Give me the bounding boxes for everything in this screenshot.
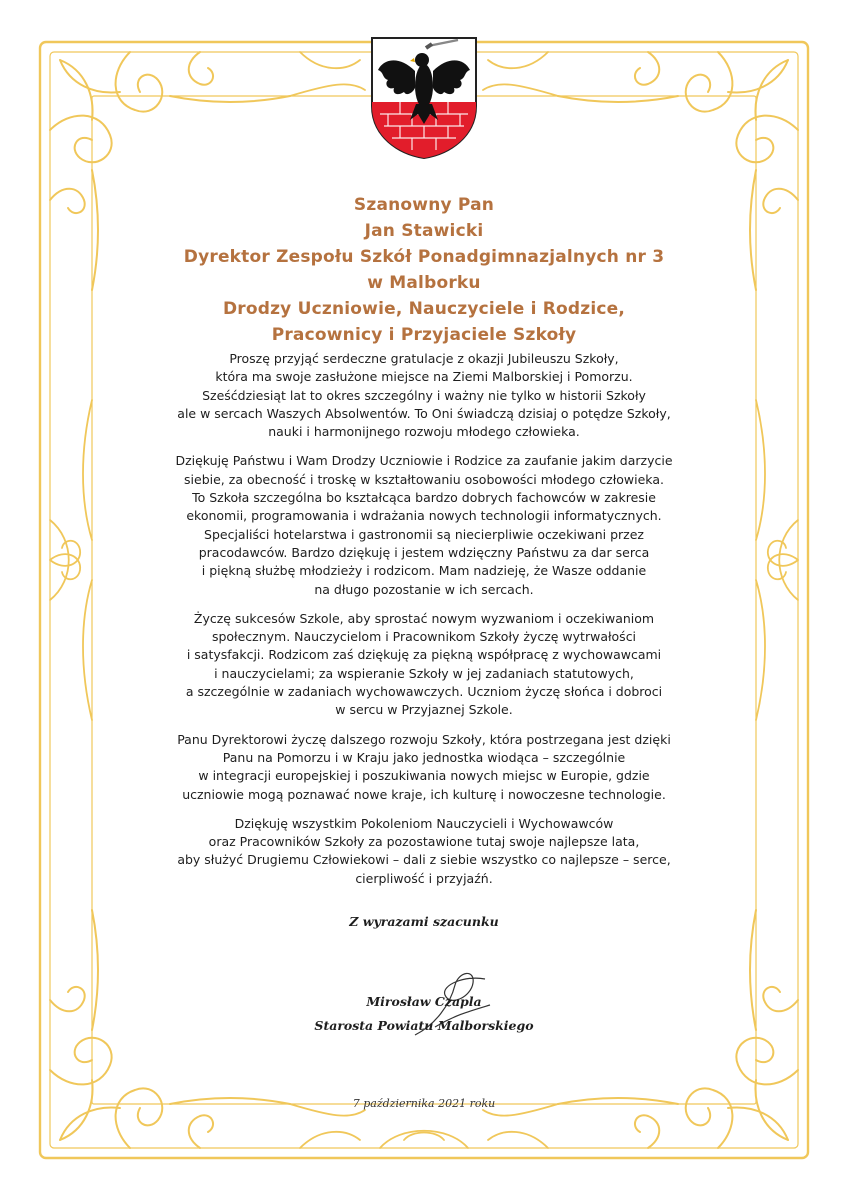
text-line: społecznym. Nauczycielom i Pracownikom Szkoły życzę wytrwałości — [211, 629, 637, 645]
text-line: Życzę sukcesów Szkole, aby sprostać nowym wyzwaniom i oczekiwaniom — [193, 610, 655, 626]
text-line: i nauczycielami; za wspieranie Szkoły w jej zadaniach statutowych, — [214, 665, 634, 681]
text-line: oraz Pracowników Szkoły za pozostawione tutaj swoje najlepsze lata, — [208, 834, 640, 850]
header-line-audience-2: Pracownicy i Przyjaciele Szkoły — [271, 325, 577, 345]
text-line: pracodawców. Bardzo dziękuję i jestem wdzięczny Państwu za dar serca — [198, 544, 650, 560]
closing-phrase: Z wyrazami szacunku — [349, 914, 499, 929]
text-line: Specjaliści hotelarstwa i gastronomii są niecierpliwie oczekiwani przez — [204, 526, 644, 542]
text-line: Dziękuję wszystkim Pokoleniom Nauczycieli i Wychowawców — [234, 815, 614, 831]
header-line-audience: Drodzy Uczniowie, Nauczyciele i Rodzice, — [222, 299, 626, 319]
header-line-name: Jan Stawicki — [364, 221, 484, 241]
header-line-location: w Malborku — [367, 273, 481, 293]
text-line: ekonomii, programowania i wdrażania nowych technologii informatycznych. — [186, 508, 662, 524]
text-line: w integracji europejskiej i poszukiwania nowych miejsc w Europie, gdzie — [198, 768, 650, 784]
text-line: ale w sercach Waszych Absolwentów. To Oni świadczą dzisiaj o potędze Szkoły, — [177, 405, 671, 421]
text-line: nauki i harmonijnego rozwoju młodego człowieka. — [268, 424, 580, 440]
header-line-salutation: Szanowny Pan — [353, 195, 495, 215]
text-line: i satysfakcji. Rodzicom zaś dziękuję za piękną współpracę z wychowawcami — [186, 647, 662, 663]
paragraph — [150, 350, 698, 441]
letter-body — [150, 350, 698, 899]
paragraph — [150, 610, 698, 720]
text-line: na długo pozostanie w ich sercach. — [314, 581, 534, 597]
text-line: w sercu w Przyjaznej Szkole. — [335, 702, 513, 718]
text-line: cierpliwość i przyjaźń. — [355, 870, 493, 886]
paragraph — [150, 815, 698, 888]
signatory-name: Mirosław Czapla — [366, 994, 482, 1009]
text-line: Proszę przyjąć serdeczne gratulacje z okazji Jubileuszu Szkoły, — [229, 351, 619, 366]
letter-header — [110, 192, 738, 348]
paragraph — [150, 452, 698, 598]
text-line: a szczególnie w zadaniach wychowawczych. Uczniom życzę słońca i dobroci — [185, 684, 663, 700]
text-line: Sześćdziesiąt lat to okres szczególny i ważny nie tylko w historii Szkoły — [202, 387, 646, 403]
text-line: i piękną służbę młodzieży i rodzicom. Mam nadzieję, że Wasze oddanie — [201, 563, 647, 579]
text-line: która ma swoje zasłużone miejsce na Ziemi Malborskiej i Pomorzu. — [215, 369, 633, 385]
paragraph — [150, 731, 698, 804]
text-line: siebie, za obecność i troskę w kształtowaniu osobowości młodego człowieka. — [184, 471, 664, 487]
text-line: Panu Dyrektorowi życzę dalszego rozwoju Szkoły, która postrzegana jest dzięki — [177, 731, 671, 747]
letter-date: 7 października 2021 roku — [352, 1097, 496, 1110]
text-line: Dziękuję Państwu i Wam Drodzy Uczniowie i Rodzice za zaufanie jakim darzycie — [175, 453, 673, 469]
text-line: aby służyć Drugiemu Człowiekowi – dali z siebie wszystko co najlepsze – serce, — [177, 852, 671, 868]
signatory-title: Starosta Powiatu Malborskiego — [314, 1018, 534, 1033]
text-line: To Szkoła szczególna bo kształcąca bardzo dobrych fachowców w zakresie — [192, 490, 656, 506]
signature-block — [224, 990, 624, 1038]
coat-of-arms-icon — [370, 36, 478, 160]
text-line: Panu na Pomorzu i w Kraju jako jednostka wiodąca – szczególnie — [222, 749, 626, 765]
text-line: uczniowie mogą poznawać nowe kraje, ich kulturę i nowoczesne technologie. — [182, 786, 666, 802]
header-line-position: Dyrektor Zespołu Szkół Ponadgimnazjalnych nr 3 — [183, 247, 665, 267]
